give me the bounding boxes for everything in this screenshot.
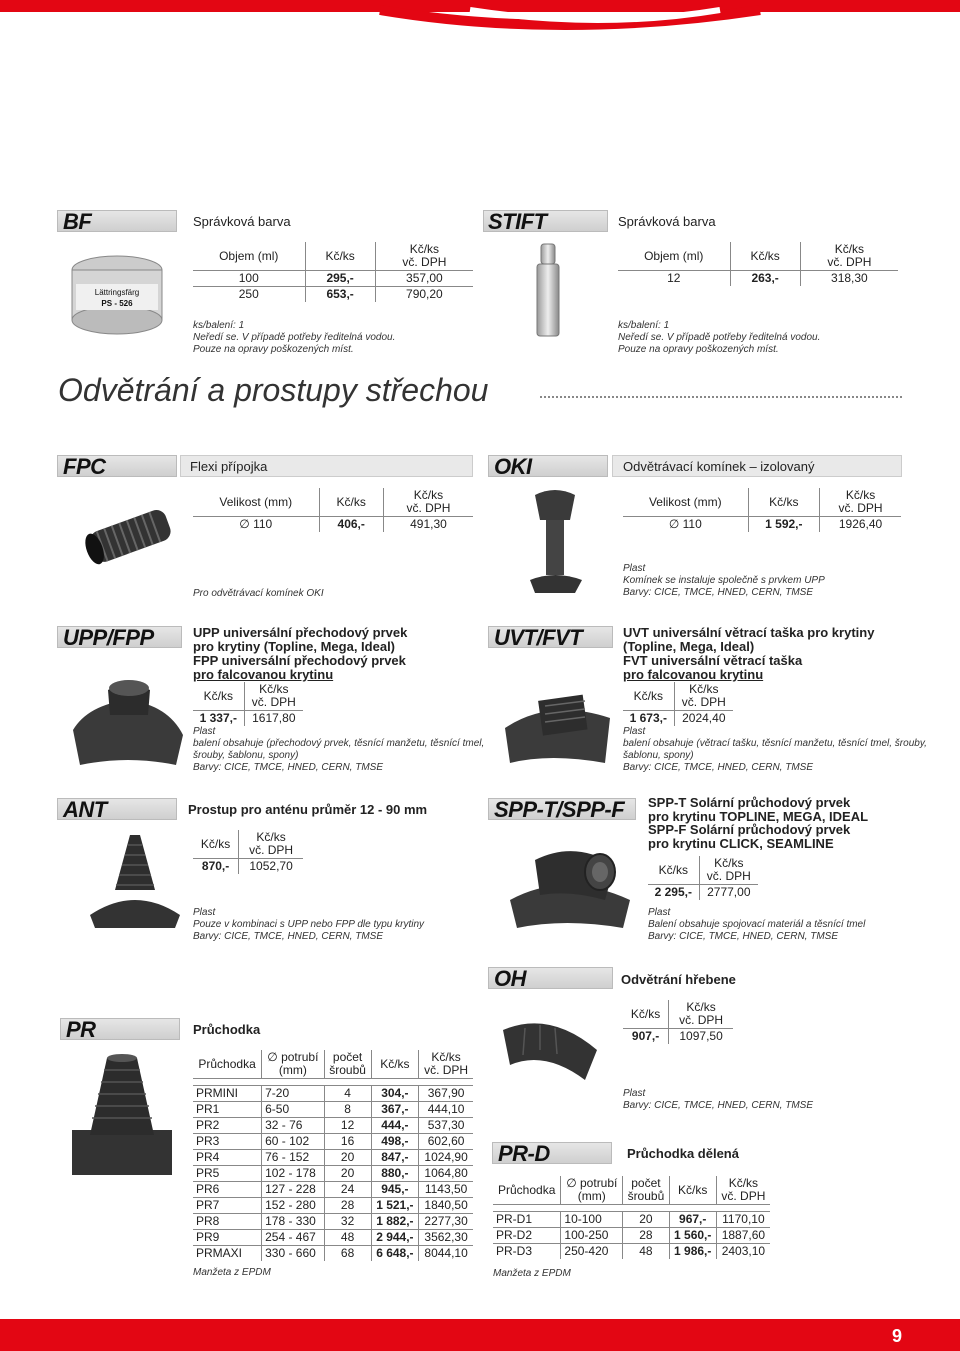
table-row: PR5 102 - 178 20 880,- 1064,80 — [193, 1166, 473, 1182]
fpc-code: FPC — [63, 454, 106, 479]
table-row: PR1 6-50 8 367,- 444,10 — [193, 1102, 473, 1118]
ant-price-table: Kč/ks Kč/ks vč. DPH 870,- 1052,70 — [193, 830, 303, 874]
spp-code: SPP-T/SPP-F — [494, 797, 625, 822]
stift-title: Správková barva — [618, 214, 716, 229]
stift-price-table: Objem (ml) Kč/ks Kč/ks vč. DPH 12 263,- 318,30 — [618, 242, 898, 286]
table-row: 250 653,- 790,20 — [193, 287, 473, 303]
ant-antenna-flashing-image — [85, 830, 185, 930]
section-title: Odvětrání a prostupy střechou — [58, 372, 489, 408]
oki-title: Odvětrávací komínek – izolovaný — [623, 459, 815, 474]
bf-header-price: Kč/ks — [305, 242, 375, 271]
oki-vent-pipe-image — [520, 485, 590, 600]
table-row: PR-D1 10-100 20 967,- 1170,10 — [493, 1212, 770, 1228]
table-row: 1 337,- 1617,80 — [193, 711, 303, 727]
spp-title: SPP-T Solární průchodový prvek pro krytinu TOPLINE, MEGA, IDEAL SPP-F Solární průchodový prvek pro krytinu CLICK, SEAMLINE — [648, 795, 869, 851]
table-row: 870,- 1052,70 — [193, 859, 303, 875]
oh-notes: Plast Barvy: CICE, TMCE, HNED, CERN, TMSE — [623, 1088, 814, 1111]
pr-price-table: Průchodka ∅ potrubí (mm) počet šroubů Kč/ks Kč/ks vč. DPH PRMINI 7-20 4 304,- 367,90 PR1 6-50 8 367,- 444,10 PR2 32 - 76 12 444,- 537,30 PR3 60 - 102 16 498,- 602,60 PR4 76 - 152 20 847,- 1024,90 PR5 102 - 178 20 880,- 1064,80 PR6 127 - 228 24 945,- 1143,50 PR7 152 - 280 28 1 521,- 1840,50 PR8 178 - 330 32 1 882,- 2277,30 PR9 254 - 467 48 2 944,- 3562,30 PRMAXI 330 - 660 68 6 648,- 8044,10 — [193, 1050, 473, 1261]
stift-code: STIFT — [488, 209, 547, 234]
spp-notes: Plast Balení obsahuje spojovací materiál a těsnící tmel Barvy: CICE, TMCE, HNED, CERN, TMSE — [648, 907, 866, 942]
table-row: ∅ 110 1 592,- 1926,40 — [623, 517, 901, 533]
oki-code: OKI — [494, 454, 532, 479]
bf-header-price-vat: Kč/ks vč. DPH — [375, 242, 473, 271]
fpc-price-table: Velikost (mm) Kč/ks Kč/ks vč. DPH ∅ 110 406,- 491,30 — [193, 488, 473, 532]
uvt-title: UVT universální větrací taška pro krytiny (Topline, Mega, Ideal) FVT universální větrací taška pro falcovanou krytinu — [623, 625, 875, 682]
footer-bar — [0, 1319, 960, 1351]
ant-code: ANT — [63, 797, 107, 822]
table-row: 12 263,- 318,30 — [618, 271, 898, 287]
page-number: 9 — [891, 1326, 902, 1346]
table-row: PR9 254 - 467 48 2 944,- 3562,30 — [193, 1230, 473, 1246]
table-row: 100 295,- 357,00 — [193, 271, 473, 287]
table-row: PRMINI 7-20 4 304,- 367,90 — [193, 1086, 473, 1102]
prd-price-table: Průchodka ∅ potrubí (mm) počet šroubů Kč/ks Kč/ks vč. DPH PR-D1 10-100 20 967,- 1170,10 PR-D2 100-250 28 1 560,- 1887,60 PR-D3 250-420 48 1 986,- 2403,10 — [493, 1176, 770, 1259]
prd-note: Manžeta z EPDM — [493, 1268, 571, 1279]
bf-code: BF — [63, 209, 92, 234]
table-row: ∅ 110 406,- 491,30 — [193, 517, 473, 533]
table-row: PR4 76 - 152 20 847,- 1024,90 — [193, 1150, 473, 1166]
ant-notes: Plast Pouze v kombinaci s UPP nebo FPP dle typu krytiny Barvy: CICE, TMCE, HNED, CERN, TMSE — [193, 907, 425, 942]
bf-price-table — [193, 242, 473, 302]
pr-pipe-flashing-image — [62, 1050, 182, 1180]
stift-pen-image — [528, 240, 568, 340]
uvt-vent-tile-image — [500, 668, 615, 768]
upp-notes: Plast balení obsahuje (přechodový prvek, těsnící manžetu, těsnící tmel, šrouby, šablonu, spony) Barvy: CICE, TMCE, HNED, CERN, TMSE — [193, 726, 485, 773]
table-row: PR-D3 250-420 48 1 986,- 2403,10 — [493, 1244, 770, 1260]
oh-ridge-vent-image — [495, 1010, 605, 1090]
table-row: 907,- 1097,50 — [623, 1029, 733, 1045]
spp-solar-element-image — [505, 830, 635, 930]
oh-title: Odvětrání hřebene — [621, 972, 736, 987]
table-row: PR7 152 - 280 28 1 521,- 1840,50 — [193, 1198, 473, 1214]
prd-title: Průchodka dělená — [627, 1146, 739, 1161]
fpc-title: Flexi přípojka — [190, 459, 268, 474]
oh-code: OH — [494, 966, 526, 991]
upp-price-table: Kč/ks Kč/ks vč. DPH 1 337,- 1617,80 — [193, 682, 303, 726]
table-row: PR3 60 - 102 16 498,- 602,60 — [193, 1134, 473, 1150]
oh-price-table: Kč/ks Kč/ks vč. DPH 907,- 1097,50 — [623, 1000, 733, 1044]
fpc-note: Pro odvětrávací komínek OKI — [193, 588, 324, 599]
fpc-flexi-hose-image — [80, 500, 180, 570]
bf-can-label-1: Lättringsfärg — [94, 288, 140, 297]
pr-code: PR — [66, 1017, 96, 1042]
bf-header-volume: Objem (ml) — [193, 242, 305, 271]
section-title-dots — [540, 396, 902, 398]
ant-title: Prostup pro anténu průměr 12 - 90 mm — [188, 802, 428, 817]
uvt-code: UVT/FVT — [494, 625, 583, 650]
pr-title: Průchodka — [193, 1022, 261, 1037]
stift-notes: ks/balení: 1 Neředí se. V případě potřeby ředitelná vodou. Pouze na opravy poškozených míst. — [618, 320, 821, 355]
top-decoration — [0, 0, 960, 40]
pr-note: Manžeta z EPDM — [193, 1267, 271, 1278]
table-row: PR2 32 - 76 12 444,- 537,30 — [193, 1118, 473, 1134]
table-row: 1 673,- 2024,40 — [623, 711, 733, 727]
bf-notes: ks/balení: 1 Neředí se. V případě potřeby ředitelná vodou. Pouze na opravy poškozených míst. — [193, 320, 396, 355]
prd-code: PR-D — [498, 1141, 550, 1166]
oki-notes: Plast Komínek se instaluje společně s prvkem UPP Barvy: CICE, TMCE, HNED, CERN, TMSE — [623, 563, 825, 598]
bf-can-label-2: PS - 526 — [101, 299, 133, 308]
uvt-notes: Plast balení obsahuje (větrací tašku, těsnící manžetu, těsnící tmel, šrouby, šablonu, spony) Barvy: CICE, TMCE, HNED, CERN, TMSE — [623, 726, 927, 773]
spp-price-table: Kč/ks Kč/ks vč. DPH 2 295,- 2777,00 — [648, 856, 758, 900]
table-row: PR-D2 100-250 28 1 560,- 1887,60 — [493, 1228, 770, 1244]
table-row: PR8 178 - 330 32 1 882,- 2277,30 — [193, 1214, 473, 1230]
upp-title: UPP universální přechodový prvek pro krytiny (Topline, Mega, Ideal) FPP universální přechodový prvek pro falcovanou krytinu — [193, 625, 408, 682]
uvt-price-table: Kč/ks Kč/ks vč. DPH 1 673,- 2024,40 — [623, 682, 733, 726]
upp-transition-element-image — [68, 660, 188, 770]
oki-price-table: Velikost (mm) Kč/ks Kč/ks vč. DPH ∅ 110 1 592,- 1926,40 — [623, 488, 901, 532]
table-row: 2 295,- 2777,00 — [648, 885, 758, 901]
bf-title: Správková barva — [193, 214, 291, 229]
upp-code: UPP/FPP — [63, 625, 154, 650]
table-row: PRMAXI 330 - 660 68 6 648,- 8044,10 — [193, 1246, 473, 1262]
table-row: PR6 127 - 228 24 945,- 1143,50 — [193, 1182, 473, 1198]
bf-paint-can-image — [62, 240, 172, 350]
